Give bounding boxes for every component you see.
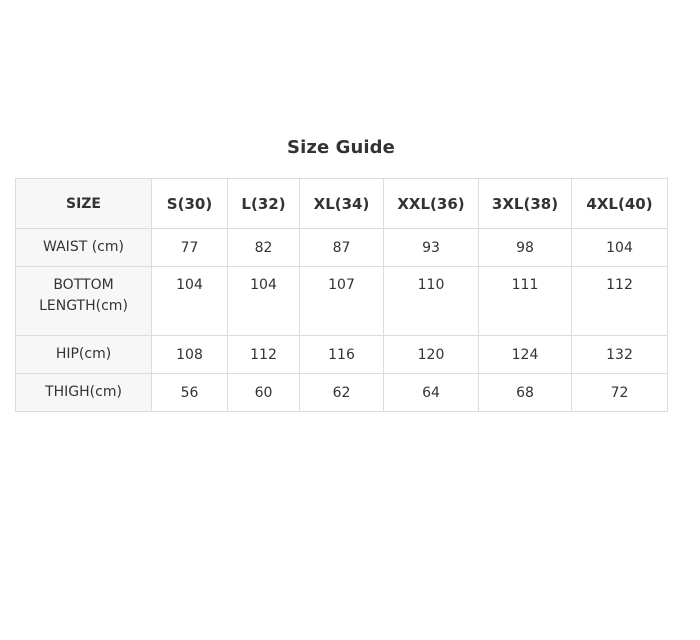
table-cell: 98 <box>479 229 572 267</box>
page-title: Size Guide <box>287 137 395 158</box>
table-cell: 120 <box>384 336 479 374</box>
table-cell: 110 <box>384 267 479 336</box>
row-label-hip: HIP(cm) <box>16 336 152 374</box>
table-cell: 82 <box>228 229 300 267</box>
table-row-thigh <box>16 374 668 412</box>
table-cell: 124 <box>479 336 572 374</box>
table-cell: 62 <box>300 374 384 412</box>
table-cell: 132 <box>572 336 668 374</box>
table-cell: 111 <box>479 267 572 336</box>
table-cell: 72 <box>572 374 668 412</box>
table-row-hip <box>16 336 668 374</box>
table-cell: 112 <box>572 267 668 336</box>
row-label-bottom-length <box>16 267 152 336</box>
row-label-line: LENGTH(cm) <box>39 298 128 314</box>
column-header-3xl38: 3XL(38) <box>479 179 572 229</box>
table-row-waist <box>16 229 668 267</box>
column-header-l32: L(32) <box>228 179 300 229</box>
table-cell: 112 <box>228 336 300 374</box>
table-cell: 116 <box>300 336 384 374</box>
table-cell: 93 <box>384 229 479 267</box>
column-header-xl34: XL(34) <box>300 179 384 229</box>
table-cell: 56 <box>152 374 228 412</box>
table-cell: 60 <box>228 374 300 412</box>
table-cell: 104 <box>572 229 668 267</box>
table-cell: 77 <box>152 229 228 267</box>
row-label-line: BOTTOM <box>53 277 114 293</box>
table-header-row <box>16 179 668 229</box>
table-cell: 104 <box>228 267 300 336</box>
table-cell: 108 <box>152 336 228 374</box>
row-label-waist: WAIST (cm) <box>16 229 152 267</box>
table-cell: 107 <box>300 267 384 336</box>
table-cell: 104 <box>152 267 228 336</box>
column-header-xxl36: XXL(36) <box>384 179 479 229</box>
size-guide-table <box>15 178 668 412</box>
table-cell: 87 <box>300 229 384 267</box>
row-label-thigh: THIGH(cm) <box>16 374 152 412</box>
column-header-4xl40: 4XL(40) <box>572 179 668 229</box>
column-header-size: SIZE <box>16 179 152 229</box>
table-cell: 68 <box>479 374 572 412</box>
column-header-s30: S(30) <box>152 179 228 229</box>
table-cell: 64 <box>384 374 479 412</box>
table-row-bottom-length <box>16 267 668 336</box>
